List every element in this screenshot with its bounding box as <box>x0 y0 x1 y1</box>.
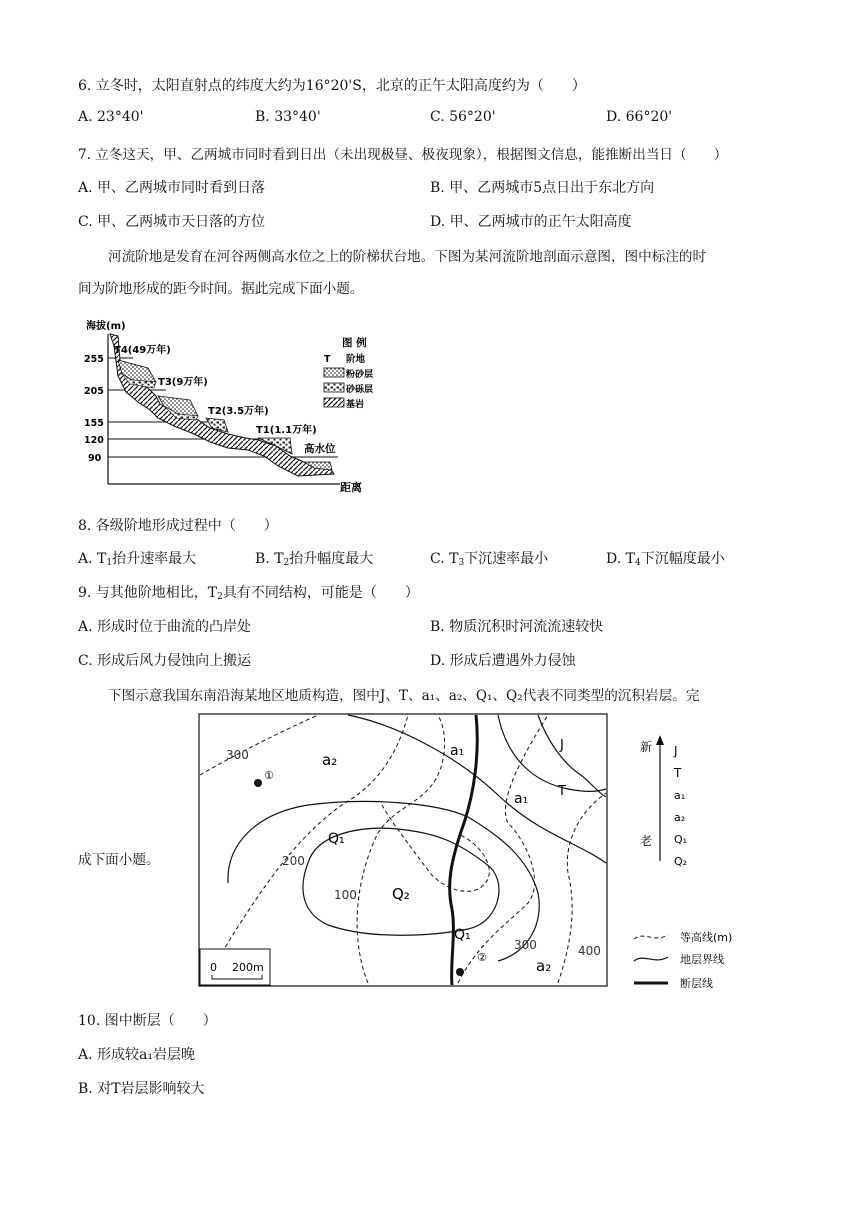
legend-gravel-label: 砂砾层 <box>346 385 374 395</box>
contour-label-200: 200 <box>282 854 305 868</box>
contour-label-300-se: 300 <box>514 938 537 952</box>
column-layer-t: T <box>674 766 682 780</box>
terrace-y-tick-205: 205 <box>84 386 104 397</box>
gravel-pattern-icon <box>324 383 344 392</box>
question-6-option-c: C. 56°20' <box>430 109 496 125</box>
terrace-label-t1: T1(1.1万年) <box>256 425 317 436</box>
question-9-option-a: A. 形成时位于曲流的凸岸处 <box>78 619 252 635</box>
scale-zero: 0 <box>210 961 217 974</box>
column-layer-a1: a₁ <box>674 789 686 802</box>
layer-label-a1-east: a₁ <box>514 791 529 807</box>
scale-length: 200m <box>232 961 264 974</box>
legend-boundary-label: 地层界线 <box>680 953 724 966</box>
question-9-option-c: C. 形成后风力侵蚀向上搬运 <box>78 653 252 669</box>
question-9-stem: 9. 与其他阶地相比，$T_2$具有不同结构，可能是（ ） <box>78 585 419 602</box>
question-8-option-d: D. $T_4$下沉幅度最小 <box>606 551 725 568</box>
passage-2-line-2: 成下面小题。 <box>78 852 160 868</box>
geology-map <box>198 713 610 989</box>
column-old: 老 <box>640 834 653 848</box>
terrace-y-tick-155: 155 <box>84 418 104 429</box>
legend-bedrock-label: 基岩 <box>346 400 365 410</box>
silt-pattern-icon <box>324 368 344 377</box>
question-7-stem: 7. 立冬这天，甲、乙两城市同时看到日出（未出现极昼、极夜现象），根据图文信息，能推断出当日（ ） <box>78 147 728 163</box>
question-7-option-c: C. 甲、乙两城市天日落的方位 <box>78 214 266 230</box>
column-layer-q2: Q₂ <box>674 855 688 868</box>
question-6-option-a: A. 23°40' <box>78 109 144 125</box>
stratigraphic-column <box>636 733 696 875</box>
question-6-stem: 6. 立冬时，太阳直射点的纬度大约为16°20'S，北京的正午太阳高度约为（ ） <box>78 78 586 94</box>
column-layer-a2: a₂ <box>674 811 686 824</box>
layer-label-q1-west: Q₁ <box>328 831 345 847</box>
point-1-marker <box>254 779 262 787</box>
point-1-label: ① <box>264 769 274 782</box>
contour-label-400: 400 <box>578 944 601 958</box>
layer-label-a2-north: a₂ <box>322 751 338 769</box>
terrace-label-t4: T4(49万年) <box>114 345 171 356</box>
passage-1-line-1: 河流阶地是发育在河谷两侧高水位之上的阶梯状台地。下图为某河流阶地剖面示意图，图中标注的时 <box>108 249 707 265</box>
question-9-option-b: B. 物质沉积时河流流速较快 <box>430 619 604 635</box>
layer-label-q1-south: Q₁ <box>454 927 471 943</box>
terrace-y-axis-title: 海拔(m) <box>86 321 126 332</box>
question-7-option-d: D. 甲、乙两城市的正午太阳高度 <box>430 214 632 230</box>
terrace-y-tick-90: 90 <box>88 453 102 464</box>
legend-fault-label: 断层线 <box>680 977 713 990</box>
layer-label-a2-south: a₂ <box>536 957 552 975</box>
boundary-legend-icon <box>634 957 668 961</box>
column-young: 新 <box>640 740 653 754</box>
legend-silt-label: 粉砂层 <box>346 370 374 380</box>
geology-map-legend <box>630 925 770 995</box>
legend-terrace-label: 阶地 <box>346 354 366 365</box>
point-2-label: ② <box>477 951 487 964</box>
terrace-legend-title: 图 例 <box>342 337 367 349</box>
point-2-marker <box>456 968 464 976</box>
layer-label-q2: Q₂ <box>392 885 410 903</box>
question-10-stem: 10. 图中断层（ ） <box>78 1013 217 1029</box>
contour-label-300-nw: 300 <box>226 748 249 762</box>
terrace-label-t3: T3(9万年) <box>158 377 208 388</box>
question-10-option-b: B. 对T岩层影响较大 <box>78 1081 205 1097</box>
question-8-stem: 8. 各级阶地形成过程中（ ） <box>78 518 278 534</box>
layer-label-t: T <box>558 784 566 799</box>
column-layer-q1: Q₁ <box>674 833 688 846</box>
contour-legend-icon <box>634 935 668 939</box>
question-6-option-b: B. 33°40' <box>255 109 321 125</box>
arrow-up-icon <box>656 735 664 745</box>
contour-label-100: 100 <box>334 888 357 902</box>
passage-2-line-1: 下图示意我国东南沿海某地区地质构造，图中J、T、a₁、a₂、Q₁、Q₂代表不同类型的沉积岩层。完 <box>108 688 700 704</box>
question-8-option-c: C. $T_3$下沉速率最小 <box>430 551 549 568</box>
terrace-y-tick-120: 120 <box>84 435 104 446</box>
question-9-option-d: D. 形成后遭遇外力侵蚀 <box>430 653 576 669</box>
terrace-label-t2: T2(3.5万年) <box>208 406 269 417</box>
layer-label-j: J <box>560 738 564 753</box>
question-7-option-b: B. 甲、乙两城市5点日出于东北方向 <box>430 180 655 196</box>
question-6-option-d: D. 66°20' <box>606 109 673 125</box>
question-10-option-a: A. 形成较a₁岩层晚 <box>78 1047 195 1063</box>
legend-contour-label: 等高线(m) <box>680 931 733 944</box>
layer-label-a1-north: a₁ <box>450 743 465 759</box>
terrace-y-tick-255: 255 <box>84 354 104 365</box>
question-8-option-a: A. $T_1$抬升速率最大 <box>78 551 197 568</box>
river-terrace-figure <box>78 316 398 498</box>
terrace-x-axis-title: 距离 <box>340 481 362 494</box>
question-7-option-a: A. 甲、乙两城市同时看到日落 <box>78 180 266 196</box>
bedrock-pattern-icon <box>324 398 344 407</box>
question-8-option-b: B. $T_2$抬升幅度最大 <box>255 551 374 568</box>
passage-1-line-2: 间为阶地形成的距今时间。据此完成下面小题。 <box>78 281 364 297</box>
column-layer-j: J <box>674 744 678 758</box>
legend-terrace-symbol: T <box>324 354 331 365</box>
high-water-label: 高水位 <box>304 443 336 455</box>
